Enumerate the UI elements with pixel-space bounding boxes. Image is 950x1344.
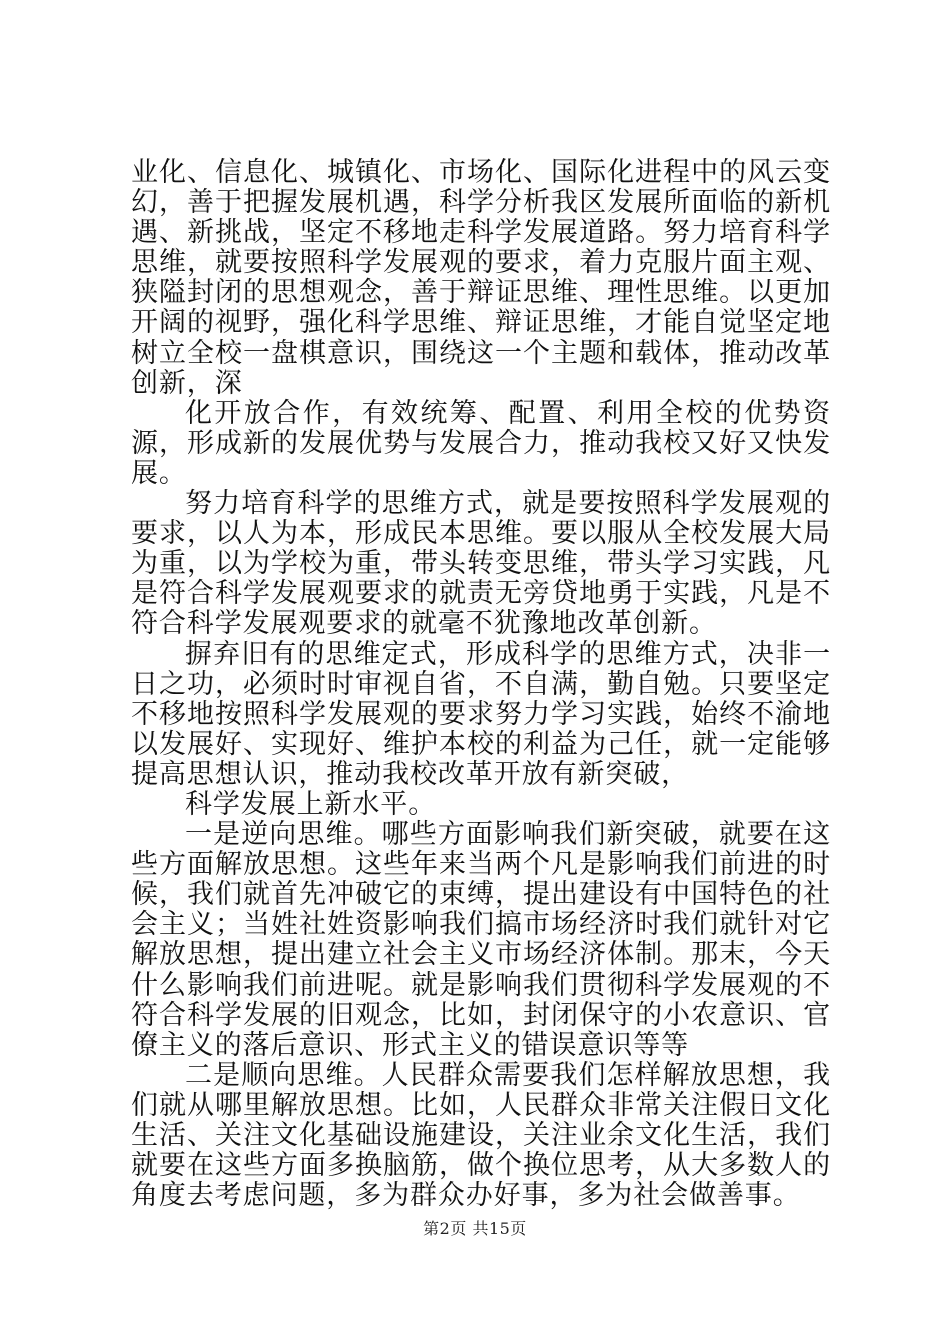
document-body [131, 158, 831, 1211]
paragraph-1: 业化、信息化、城镇化、市场化、国际化进程中的风云变幻，善于把握发展机遇，科学分析我区发展所面临的新机遇、新挑战，坚定不移地走科学发展道路。努力培育科学思维，就要按照科学发展观的要求，着力克服片面主观、狭隘封闭的思想观念，善于辩证思维、理性思维。以更加开阔的视野，强化科学思维、辩证思维，才能自觉坚定地树立全校一盘棋意识，围绕这一个主题和载体，推动改革创新，深 [131, 157, 831, 399]
paragraph-6: 一是逆向思维。哪些方面影响我们新突破，就要在这些方面解放思想。这些年来当两个凡是影响我们前进的时候，我们就首先冲破它的束缚，提出建设有中国特色的社会主义；当姓社姓资影响我们搞市场经济时我们就针对它解放思想，提出建立社会主义市场经济体制。那末，今天什么影响我们前进呢。就是影响我们贯彻科学发展观的不符合科学发展的旧观念，比如，封闭保守的小农意识、官僚主义的落后意识、形式主义的错误意识等等 [131, 819, 831, 1061]
paragraph-7: 二是顺向思维。人民群众需要我们怎样解放思想，我们就从哪里解放思想。比如，人民群众非常关注假日文化生活、关注文化基础设施建设，关注业余文化生活，我们就要在这些方面多换脑筋，做个换位思考，从大多数人的角度去考虑问题，多为群众办好事，多为社会做善事。 [131, 1059, 831, 1212]
paragraph-5: 科学发展上新水平。 [185, 788, 437, 820]
paragraph-2: 化开放合作，有效统筹、配置、利用全校的优势资源，形成新的发展优势与发展合力，推动我校又好又快发展。 [131, 397, 831, 489]
paragraph-3: 努力培育科学的思维方式，就是要按照科学发展观的要求，以人为本，形成民本思维。要以服从全校发展大局为重，以为学校为重，带头转变思维，带头学习实践，凡是符合科学发展观要求的就责无旁贷地勇于实践，凡是不符合科学发展观要求的就毫不犹豫地改革创新。 [131, 488, 831, 640]
page-number-footer: 第2页 共15页 [423, 1219, 527, 1238]
paragraph-4: 摒弃旧有的思维定式，形成科学的思维方式，决非一日之功，必须时时审视自省，不自满，勤自勉。只要坚定不移地按照科学发展观的要求努力学习实践，始终不渝地以发展好、实现好、维护本校的利益为己任，就一定能够提高思想认识，推动我校改革开放有新突破， [131, 638, 831, 790]
